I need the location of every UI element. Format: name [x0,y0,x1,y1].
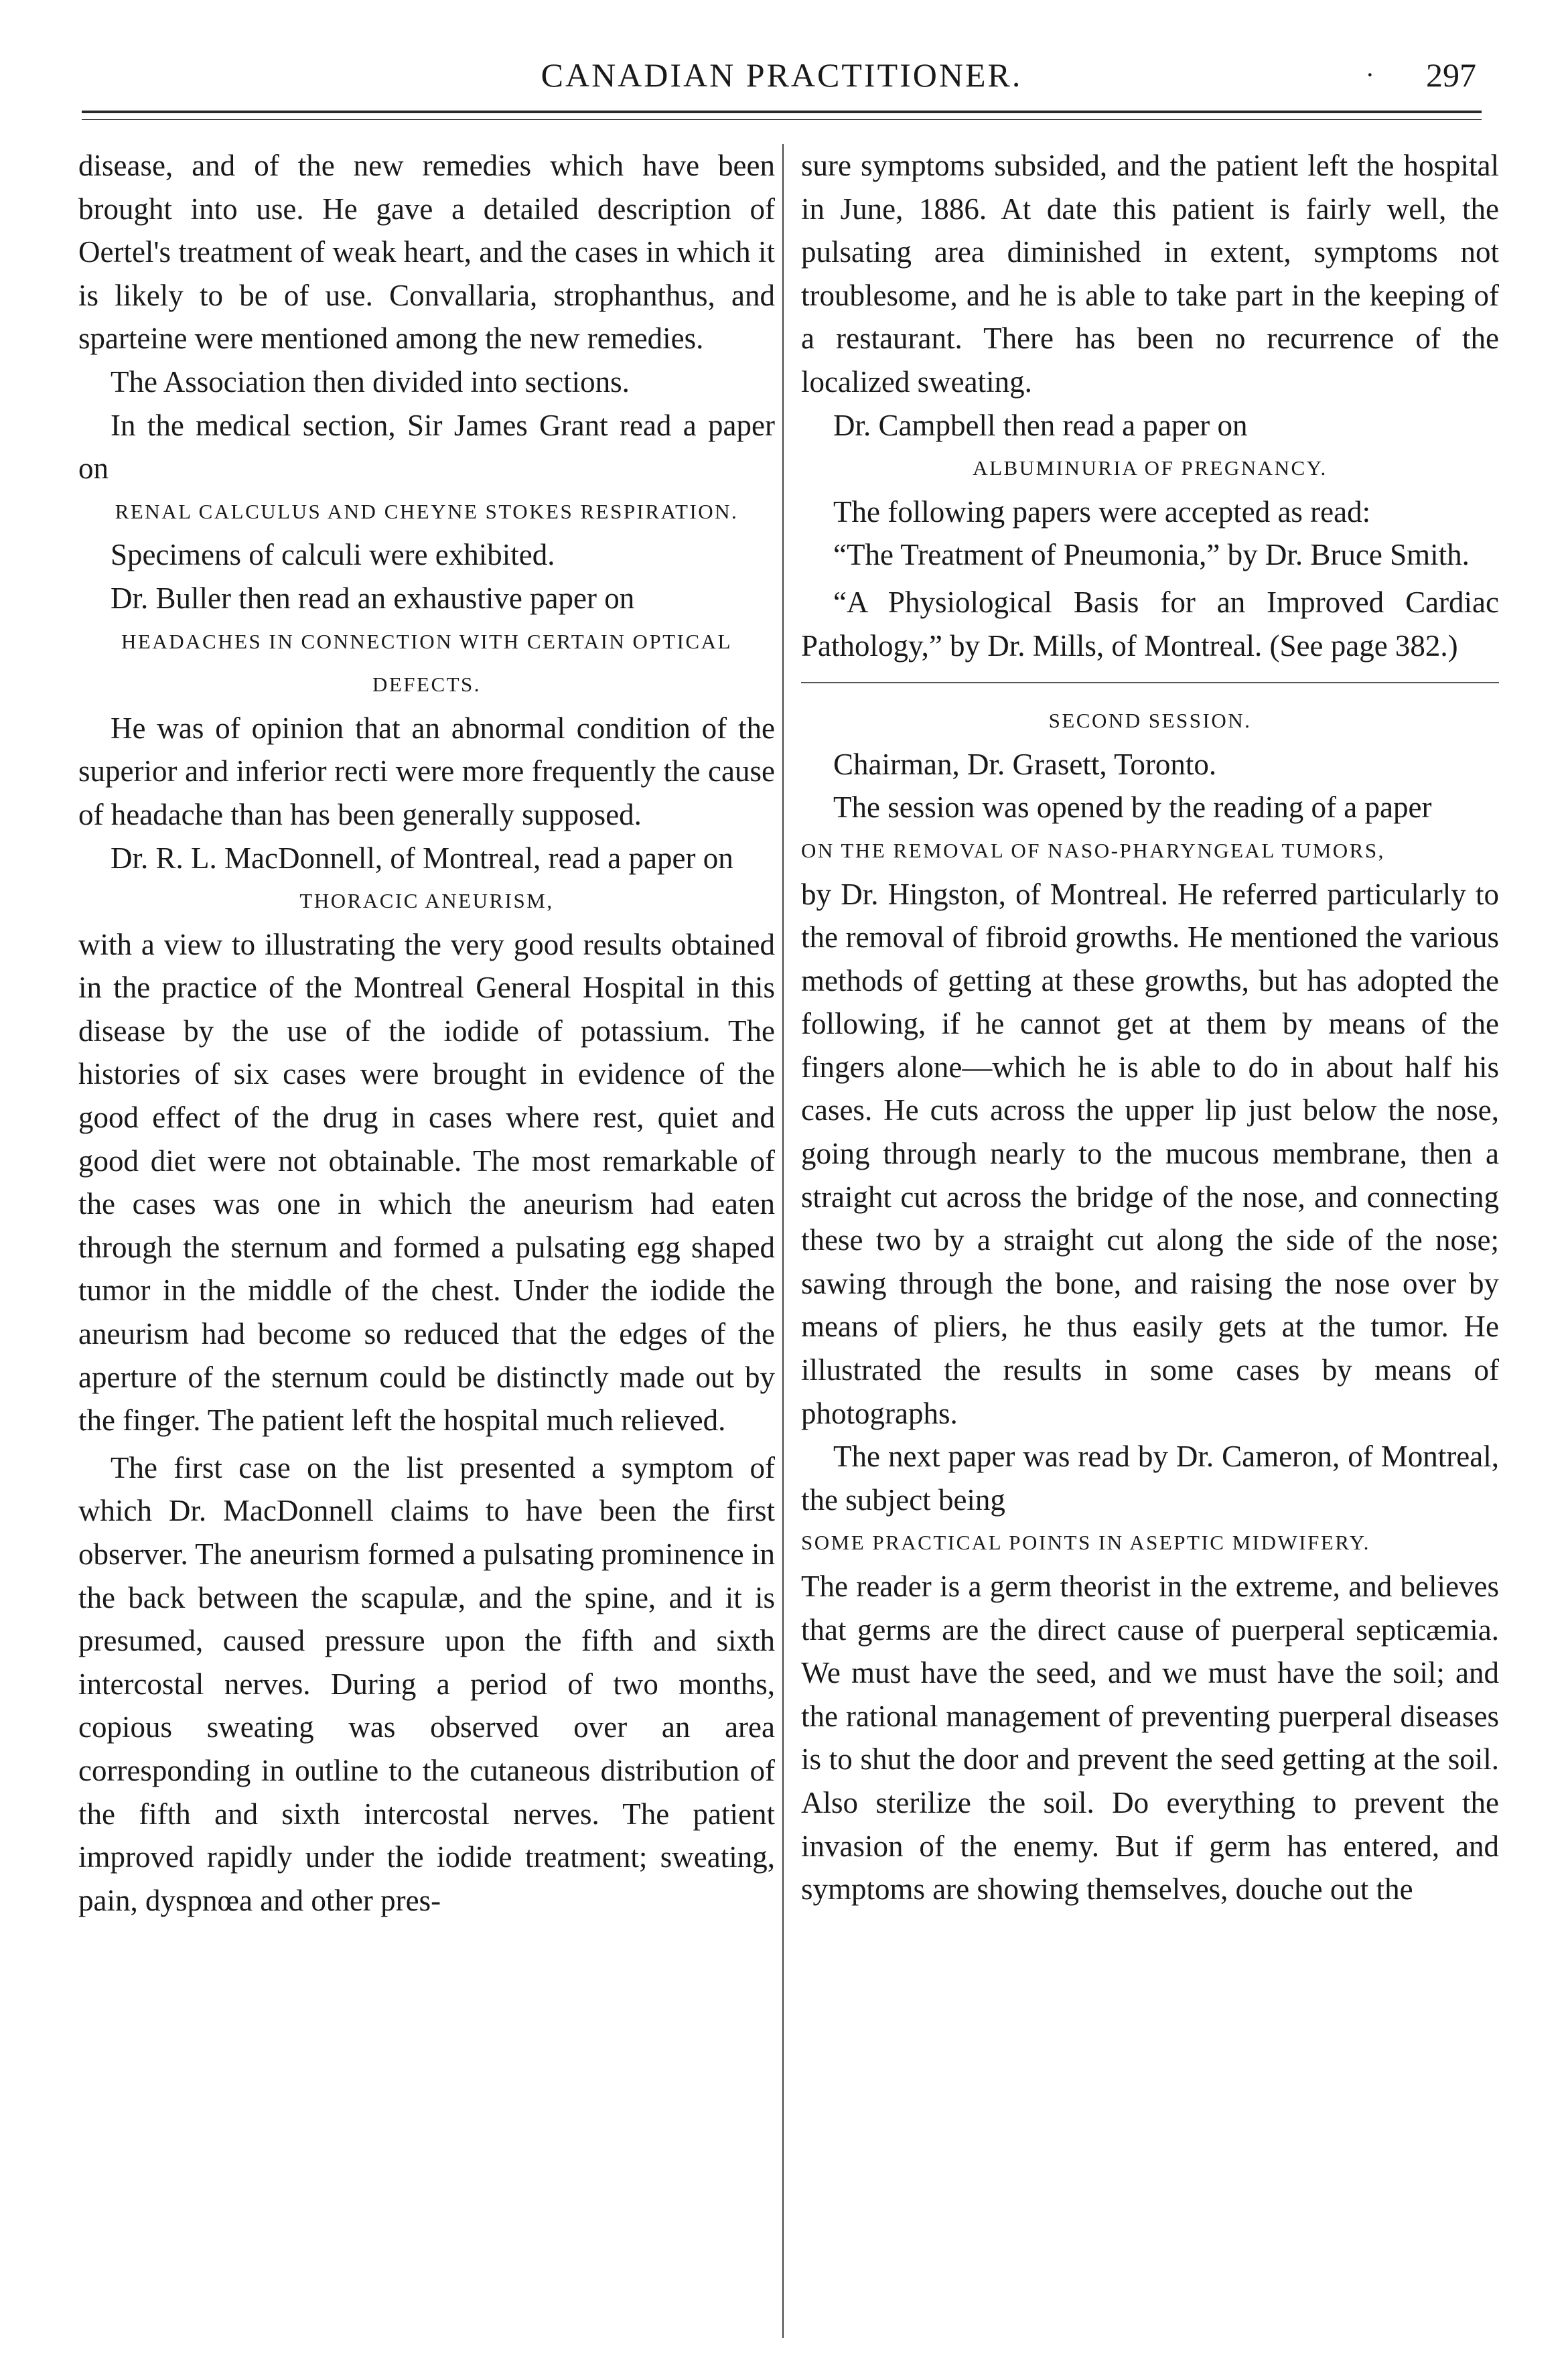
paragraph: The reader is a germ theorist in the extreme, and believes that germs are the direct cause of puerperal septicæmia. We must have the seed, and we must have the soil; and the rational management of preventing puerperal diseases is to shut the door and prevent the seed getting at the soil. Also sterilize the soil. Do everything to prevent the invasion of the enemy. But if germ has entered, and symptoms are showing themselves, douche out the [801,1570,1499,1907]
paragraph: Dr. Buller then read an exhaustive paper on [111,581,635,615]
paragraph: The session was opened by the reading of a paper [833,790,1432,825]
header-mark: · [1365,60,1374,90]
paragraph: In the medical section, Sir James Grant read a paper on [78,408,775,486]
paragraph: Specimens of calculi were exhibited. [111,538,555,572]
header-rule-thin [82,119,1482,120]
section-heading: THORACIC ANEURISM, [299,889,554,913]
paragraph: The next paper was read by Dr. Cameron, of Montreal, the subject being [801,1440,1499,1517]
section-rule [801,682,1499,683]
section-heading: SECOND SESSION. [1048,709,1252,733]
paragraph: disease, and of the new remedies which have been brought into use. He gave a detailed description of Oertel's treatment of weak heart, and the cases in which it is likely to be of use. Convallaria, strophanthus, and sparteine were mentioned among the new remedies. [78,149,775,356]
section-heading: RENAL CALCULUS AND CHEYNE STOKES RESPIRATION. [115,499,739,523]
journal-title: CANADIAN PRACTITIONER. [541,56,1023,94]
column-divider [782,144,784,2338]
paragraph: The following papers were accepted as read: [833,494,1371,529]
paragraph: by Dr. Hingston, of Montreal. He referred particularly to the removal of fibroid growths. He mentioned the various methods of getting at these growths, but has adopted the following, if he cannot get at them by means of the fingers alone—which he is able to do in about half his cases. He cuts across the upper lip just below the nose, going through nearly to the mucous membrane, then a straight cut across the bridge of the nose, and connecting these two by a straight cut along the side of the nose; sawing through the bone, and raising the nose over by means of pliers, he thus easily gets at the tumor. He illustrated the results in some cases by means of photographs. [801,877,1499,1430]
section-heading: ALBUMINURIA OF PREGNANCY. [973,456,1328,480]
header-rule [82,111,1482,113]
paragraph: with a view to illustrating the very good results obtained in the practice of the Montreal General Hospital in this disease by the use of the iodide of potassium. The histories of six cases were brought in evidence of the good effect of the drug in cases where rest, quiet and good diet were not obtainable. The most remarkable of the cases was one in which the aneurism had eaten through the sternum and formed a pulsating egg shaped tumor in the middle of the chest. Under the iodide the aneurism had become so reduced that the edges of the aperture of the sternum could be distinctly made out by the finger. The patient left the hospital much relieved. [78,927,775,1438]
paragraph: Dr. Campbell then read a paper on [833,408,1248,442]
left-column [78,144,775,2321]
paragraph: Chairman, Dr. Grasett, Toronto. [833,747,1217,781]
paragraph: He was of opinion that an abnormal condition of the superior and inferior recti were more frequently the cause of headache than has been generally supposed. [78,711,775,831]
running-header [82,55,1482,102]
section-heading: ON THE REMOVAL OF NASO-PHARYNGEAL TUMORS, [801,838,1385,862]
section-heading: SOME PRACTICAL POINTS IN ASEPTIC MIDWIFERY. [801,1531,1370,1555]
paragraph: “A Physiological Basis for an Improved Cardiac Pathology,” by Dr. Mills, of Montreal. (See page 382.) [801,585,1499,663]
section-heading: HEADACHES IN CONNECTION WITH CERTAIN OPTICAL DEFECTS. [121,629,732,697]
right-column [801,144,1499,2321]
paragraph: “The Treatment of Pneumonia,” by Dr. Bruce Smith. [833,538,1470,572]
paragraph: The Association then divided into sections. [111,364,630,399]
paragraph: Dr. R. L. MacDonnell, of Montreal, read a paper on [111,841,733,875]
page-number: 297 [1426,56,1476,94]
paragraph: sure symptoms subsided, and the patient left the hospital in June, 1886. At date this patient is fairly well, the pulsating area diminished in extent, symptoms not troublesome, and he is able to take part in the keeping of a restaurant. There has been no recurrence of the localized sweating. [801,149,1499,399]
paragraph: The first case on the list presented a symptom of which Dr. MacDonnell claims to have been the first observer. The aneurism formed a pulsating prominence in the back between the scapulæ, and the spine, and it is presumed, caused pressure upon the fifth and sixth intercostal nerves. During a period of two months, copious sweating was observed over an area corresponding in outline to the cutaneous distribution of the fifth and sixth intercostal nerves. The patient improved rapidly under the iodide treatment; sweating, pain, dyspnœa and other pres- [78,1450,775,1917]
